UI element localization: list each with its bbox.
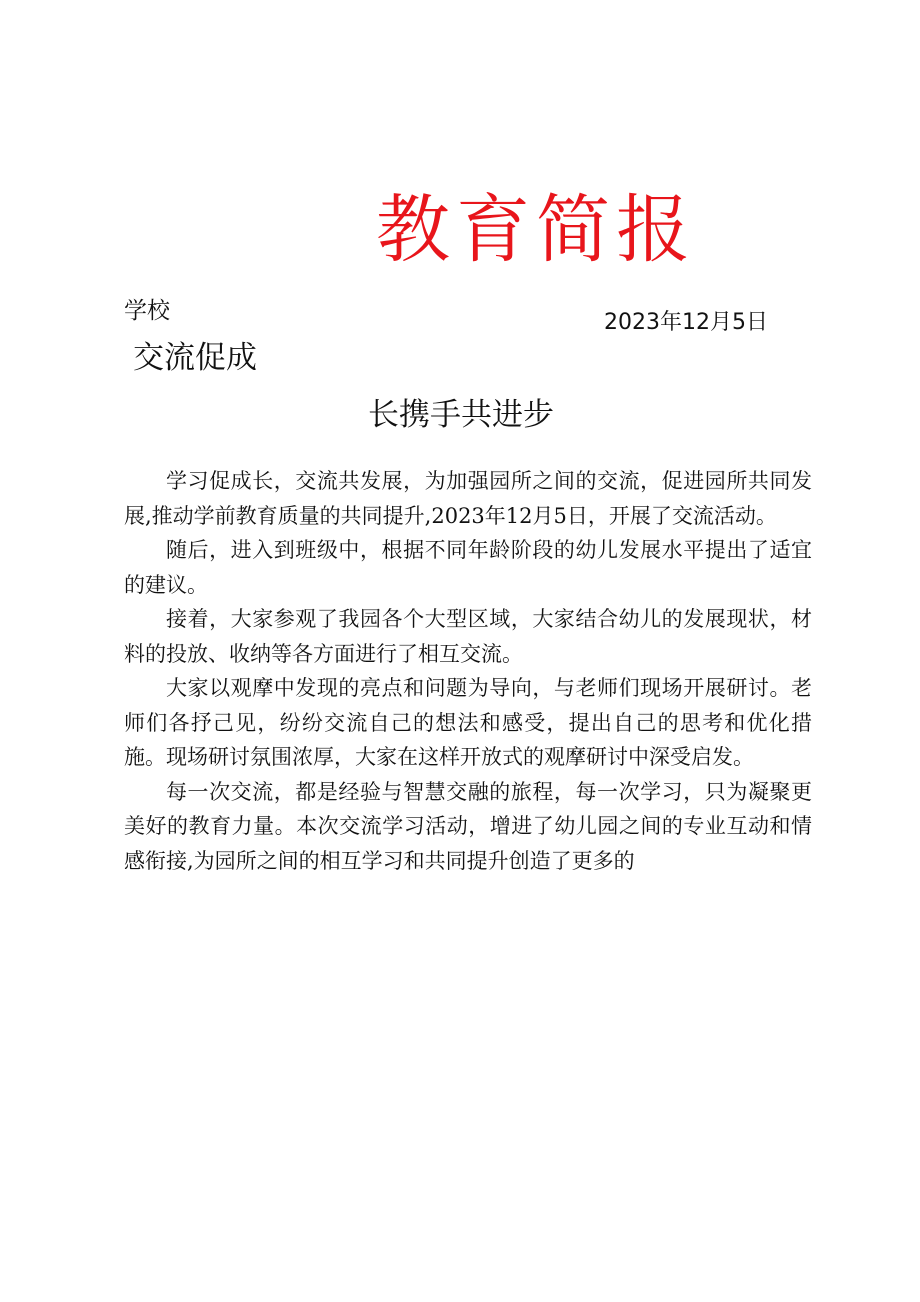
issue-date: 2023年12月5日 [604,310,768,335]
headline-line-1: 交流促成 [133,340,257,376]
paragraph-4: 大家以观摩中发现的亮点和问题为导向，与老师们现场开展研讨。老师们各抒己见，纷纷交流自己的想法和感受，提出自己的思考和优化措施。现场研讨氛围浓厚，大家在这样开放式的观摩研讨中深受启发。 [124,676,812,769]
paragraph-3: 接着，大家参观了我园各个大型区域，大家结合幼儿的发展现状，材料的投放、收纳等各方面进行了相互交流。 [124,607,812,666]
masthead-title: 教育简报 [376,187,696,273]
headline-line-2: 长携手共进步 [368,397,554,433]
article-body [124,464,812,878]
paragraph-2: 随后，进入到班级中，根据不同年龄阶段的幼儿发展水平提出了适宜的建议。 [124,538,812,597]
school-label: 学校 [124,298,170,324]
paragraph-1: 学习促成长，交流共发展，为加强园所之间的交流，促进园所共同发展,推动学前教育质量的共同提升,2023年12月5日，开展了交流活动。 [124,469,812,528]
paragraph-5: 每一次交流，都是经验与智慧交融的旅程，每一次学习，只为凝聚更美好的教育力量。本次交流学习活动，增进了幼儿园之间的专业互动和情感衔接,为园所之间的相互学习和共同提升创造了更多的 [124,779,812,873]
